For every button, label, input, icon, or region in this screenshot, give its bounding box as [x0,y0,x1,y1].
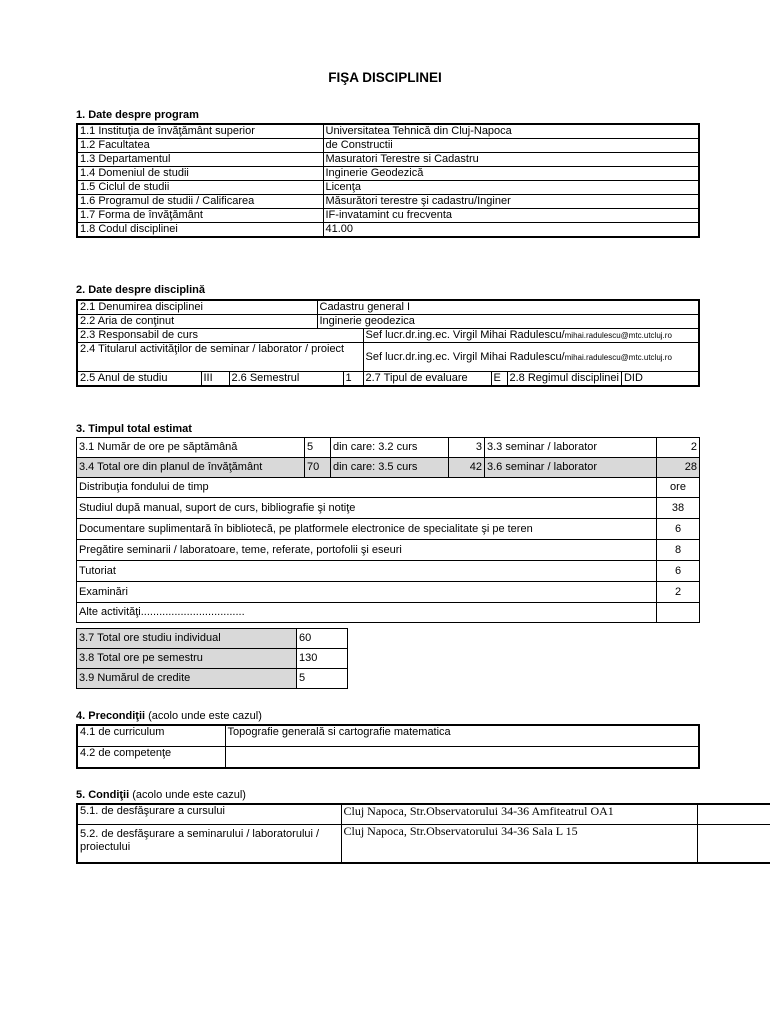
titular-value [363,343,699,372]
section-5-heading [76,789,246,801]
table-row [77,329,699,343]
preconditions-table [76,724,700,769]
row-label: 1.8 Codul disciplinei [77,223,323,238]
condition-extra [697,804,770,825]
table-row [77,540,700,561]
table-row [77,498,700,519]
row-label: 1.2 Facultatea [77,139,323,153]
table-row [77,124,699,139]
row-value: Inginerie Geodezică [323,167,699,181]
time-table [76,437,700,623]
precondition-label: 4.2 de competenţe [77,747,225,769]
table-row [77,825,770,864]
activity-label: Pregătire seminarii / laboratoare, teme, referate, portofolii şi eseuri [77,540,657,561]
din-care-curs-label: din care: 3.2 curs [331,438,449,458]
ore-saptamana-value: 5 [305,438,331,458]
section-3-heading: 3. Timpul total estimat [76,423,192,435]
table-row [77,669,348,689]
row-label: 1.4 Domeniul de studii [77,167,323,181]
condition-label: 5.2. de desfăşurare a seminarului / laboratorului / proiectului [77,825,341,864]
row-value: de Constructii [323,139,699,153]
seminar-value: 2 [657,438,700,458]
activity-hours: 6 [657,519,700,540]
distributie-unit: ore [657,478,700,498]
table-row [77,195,699,209]
total-value: 5 [297,669,348,689]
table-row [77,561,700,582]
table-row [77,804,770,825]
discipline-table [76,299,700,387]
condition-extra [697,825,770,864]
table-row [77,725,699,747]
activity-hours: 8 [657,540,700,561]
activity-label: Alte activităţi.................................. [77,603,657,623]
titular-email: mihai.radulescu@mtc.utcluj.ro [564,352,672,362]
activity-label: Tutoriat [77,561,657,582]
row-label: 1.3 Departamentul [77,153,323,167]
row-label: 1.5 Ciclul de studii [77,181,323,195]
table-row [77,582,700,603]
table-row [77,223,699,238]
table-row [77,343,699,372]
semestru-value: 1 [343,372,363,387]
total-value: 60 [297,629,348,649]
titular-label: 2.4 Titularul activităţilor de seminar / laborator / proiect [77,343,363,372]
row-label: 1.6 Programul de studii / Calificarea [77,195,323,209]
table-row [77,458,700,478]
evaluare-label: 2.7 Tipul de evaluare [363,372,491,387]
seminar-label: 3.3 seminar / laborator [485,438,657,458]
table-row [77,209,699,223]
page-title: FIŞA DISCIPLINEI [328,70,442,85]
row-value: Universitatea Tehnică din Cluj-Napoca [323,124,699,139]
condition-value: Cluj Napoca, Str.Observatorului 34-36 Sala L 15 [341,825,697,864]
table-row [77,139,699,153]
activity-hours: 6 [657,561,700,582]
row-label: 1.7 Forma de învăţământ [77,209,323,223]
responsabil-label: 2.3 Responsabil de curs [77,329,363,343]
aria-label: 2.2 Aria de conţinut [77,315,317,329]
program-table [76,123,700,238]
activity-hours: 38 [657,498,700,519]
total-ore-value: 70 [305,458,331,478]
distributie-label: Distribuţia fondului de timp [77,478,657,498]
section-4-note: (acolo unde este cazul) [145,710,262,722]
total-ore-label: 3.4 Total ore din planul de învăţământ [77,458,305,478]
total-label: 3.7 Total ore studiu individual [77,629,297,649]
section-1-heading: 1. Date despre program [76,109,199,121]
section-2-heading: 2. Date despre disciplină [76,284,205,296]
semestru-label: 2.6 Semestrul [229,372,343,387]
table-row [77,603,700,623]
responsabil-value [363,329,699,343]
activity-label: Documentare suplimentară în bibliotecă, pe platformele electronice de specialitate şi pe teren [77,519,657,540]
regim-value: DID [621,372,699,387]
seminar-label: 3.6 seminar / laborator [485,458,657,478]
table-row [77,747,699,769]
activity-hours: 2 [657,582,700,603]
row-value: Licenţa [323,181,699,195]
table-row [77,629,348,649]
table-row [77,167,699,181]
din-care-curs-label: din care: 3.5 curs [331,458,449,478]
condition-value: Cluj Napoca, Str.Observatorului 34-36 Amfiteatrul OA1 [341,804,697,825]
row-value: Măsurători terestre şi cadastru/Inginer [323,195,699,209]
table-row [77,315,699,329]
aria-value: Inginerie geodezica [317,315,699,329]
precondition-label: 4.1 de curriculum [77,725,225,747]
conditions-table [76,803,770,864]
section-5-title: 5. Condiţii [76,789,130,801]
condition-label: 5.1. de desfăşurare a cursului [77,804,341,825]
total-value: 130 [297,649,348,669]
activity-hours [657,603,700,623]
table-row [77,478,700,498]
section-4-heading [76,710,262,722]
responsabil-name: Sef lucr.dr.ing.ec. Virgil Mihai Radulescu/ [365,329,565,341]
table-row [77,300,699,315]
table-row [77,438,700,458]
row-value: Masuratori Terestre si Cadastru [323,153,699,167]
table-row [77,181,699,195]
curs-value: 42 [449,458,485,478]
row-label: 1.1 Instituţia de învăţământ superior [77,124,323,139]
titular-name: Sef lucr.dr.ing.ec. Virgil Mihai Radulescu/ [365,350,565,363]
table-row [77,372,699,387]
table-row [77,649,348,669]
row-value: 41.00 [323,223,699,238]
denumire-label: 2.1 Denumirea disciplinei [77,300,317,315]
precondition-value: Topografie generală si cartografie matematica [225,725,699,747]
total-label: 3.8 Total ore pe semestru [77,649,297,669]
responsabil-email: mihai.radulescu@mtc.utcluj.ro [564,331,672,340]
an-value: III [201,372,229,387]
totals-table [76,628,348,689]
section-5-note: (acolo unde este cazul) [129,789,246,801]
regim-label: 2.8 Regimul disciplinei [507,372,621,387]
row-value: IF-invatamint cu frecventa [323,209,699,223]
curs-value: 3 [449,438,485,458]
denumire-value: Cadastru general I [317,300,699,315]
an-label: 2.5 Anul de studiu [77,372,201,387]
table-row [77,519,700,540]
activity-label: Studiul după manual, suport de curs, bibliografie şi notiţe [77,498,657,519]
activity-label: Examinări [77,582,657,603]
ore-saptamana-label: 3.1 Număr de ore pe săptămână [77,438,305,458]
evaluare-value: E [491,372,507,387]
section-4-title: 4. Precondiţii [76,710,146,722]
table-row [77,153,699,167]
precondition-value [225,747,699,769]
total-label: 3.9 Numărul de credite [77,669,297,689]
seminar-value: 28 [657,458,700,478]
